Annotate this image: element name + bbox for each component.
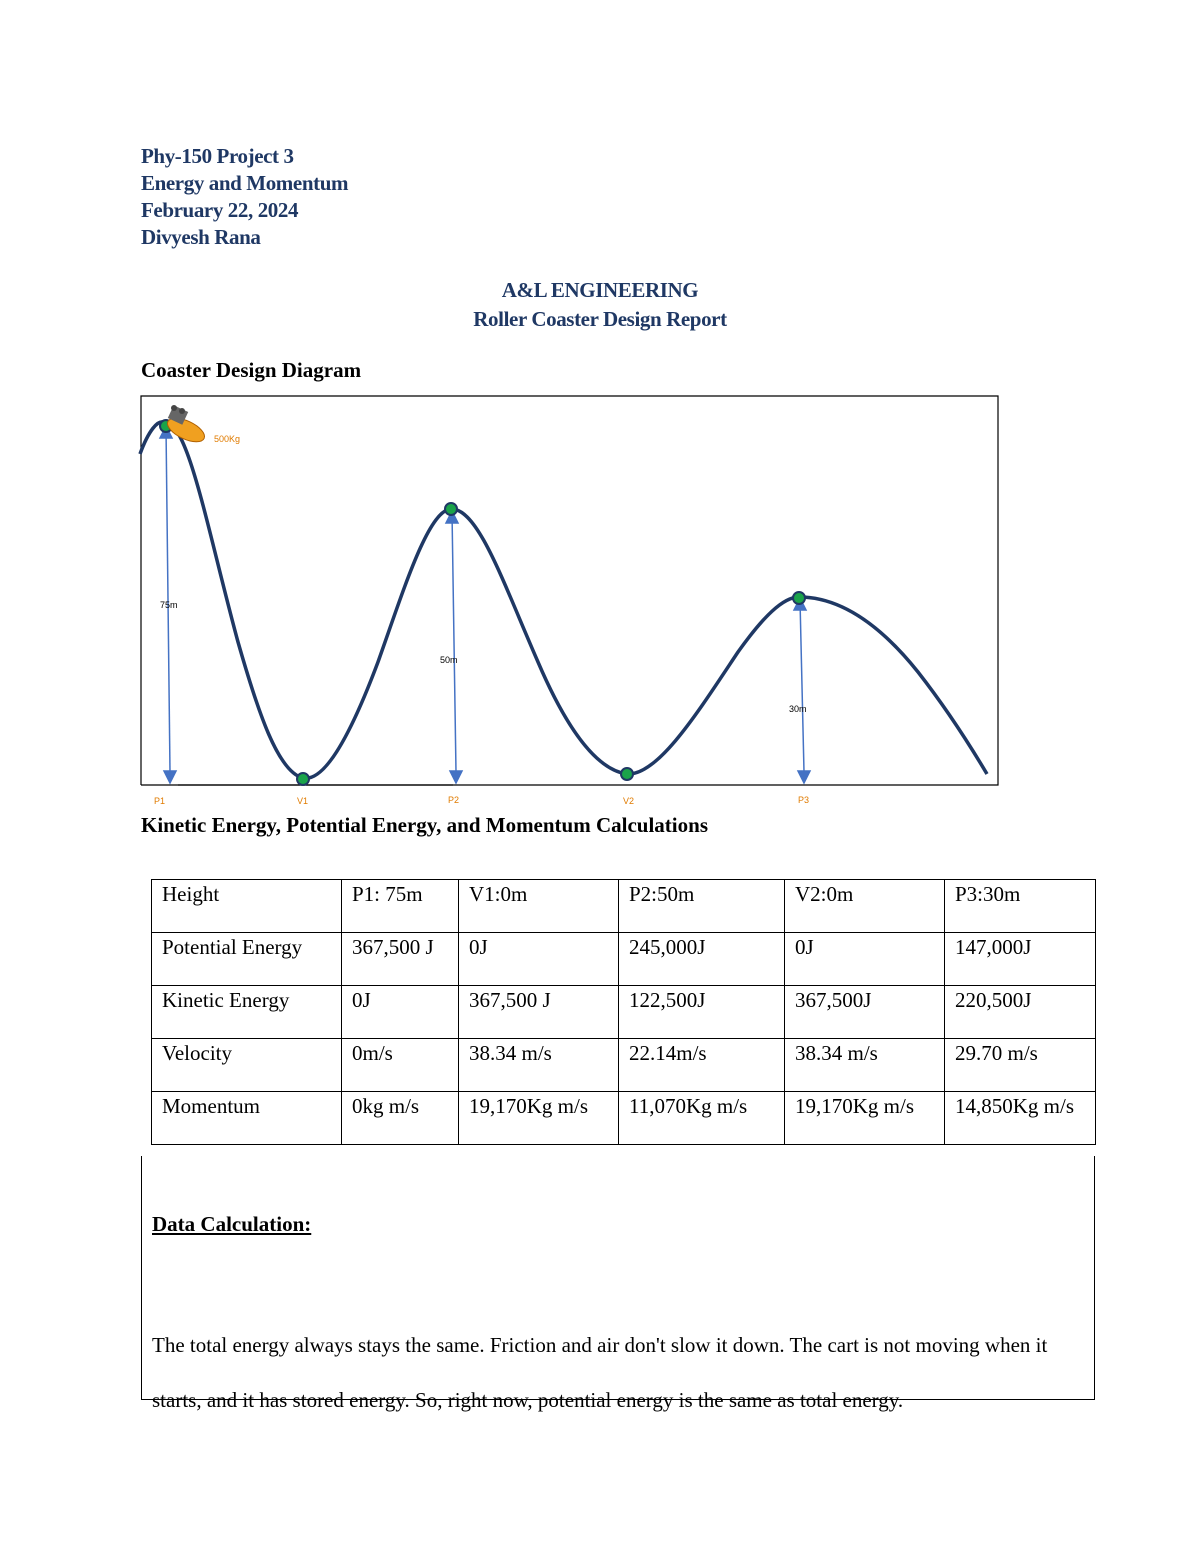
table-cell: V1:0m: [459, 880, 619, 933]
table-row-label: Momentum: [152, 1092, 342, 1145]
point-label-p3: P3: [798, 795, 810, 805]
company-name: A&L ENGINEERING: [501, 278, 699, 302]
point-label-p1: P1: [154, 796, 166, 806]
mass-label: 500Kg: [214, 434, 241, 444]
height-arrow-p2: [446, 511, 462, 783]
node-p3: [793, 592, 805, 604]
document-header: [141, 143, 348, 251]
author-name: Divyesh Rana: [141, 225, 261, 249]
data-calculation-text: The total energy always stays the same. Friction and air don't slow it down. The cart is not moving when it starts, and it has stored energy. So, right now, potential energy is the same as total energy.: [152, 1333, 1048, 1412]
table-row: [152, 1092, 1096, 1145]
point-label-v1: V1: [297, 796, 309, 806]
report-title-block: [0, 276, 1200, 334]
height-arrow-p3: [794, 598, 810, 783]
table-cell: 245,000J: [619, 933, 785, 986]
table-cell: P2:50m: [619, 880, 785, 933]
table-row-label: Potential Energy: [152, 933, 342, 986]
table-cell: 29.70 m/s: [945, 1039, 1096, 1092]
table-row-label: Height: [152, 880, 342, 933]
node-v2: [621, 768, 633, 780]
table-cell: 14,850Kg m/s: [945, 1092, 1096, 1145]
table-row: [152, 1039, 1096, 1092]
report-title: Roller Coaster Design Report: [473, 307, 727, 331]
table-cell: 367,500 J: [459, 986, 619, 1039]
table-cell: 19,170Kg m/s: [459, 1092, 619, 1145]
point-label-v2: V2: [623, 796, 635, 806]
table-cell: 19,170Kg m/s: [785, 1092, 945, 1145]
table-cell: 0J: [459, 933, 619, 986]
project-topic: Energy and Momentum: [141, 171, 349, 195]
table-cell: P3:30m: [945, 880, 1096, 933]
coaster-cart-icon: [164, 405, 208, 447]
table-row-label: Velocity: [152, 1039, 342, 1092]
table-cell: V2:0m: [785, 880, 945, 933]
table-cell: 220,500J: [945, 986, 1096, 1039]
table-cell: 38.34 m/s: [785, 1039, 945, 1092]
data-calculation-heading: Data Calculation:: [152, 1212, 312, 1236]
table-cell: 11,070Kg m/s: [619, 1092, 785, 1145]
coaster-track: [140, 422, 987, 778]
height-label-p1: 75m: [160, 600, 178, 610]
table-cell: 367,500 J: [342, 933, 459, 986]
table-row: [152, 880, 1096, 933]
table-cell: 122,500J: [619, 986, 785, 1039]
table-cell: 38.34 m/s: [459, 1039, 619, 1092]
height-label-p2: 50m: [440, 655, 458, 665]
table-cell: 22.14m/s: [619, 1039, 785, 1092]
energy-table: [151, 879, 1096, 1145]
table-cell: 147,000J: [945, 933, 1096, 986]
diagram-heading: Coaster Design Diagram: [141, 358, 362, 382]
table-row-label: Kinetic Energy: [152, 986, 342, 1039]
table-cell: 367,500J: [785, 986, 945, 1039]
table-row: [152, 986, 1096, 1039]
table-cell: P1: 75m: [342, 880, 459, 933]
data-calculation-section: [141, 1156, 1095, 1412]
point-label-p2: P2: [448, 795, 460, 805]
table-heading: Kinetic Energy, Potential Energy, and Momentum Calculations: [141, 813, 708, 837]
table-cell: 0J: [342, 986, 459, 1039]
course-title: Phy-150 Project 3: [141, 144, 294, 168]
coaster-diagram: [138, 392, 1000, 812]
node-v1: [297, 773, 309, 785]
table-cell: 0J: [785, 933, 945, 986]
height-label-p3: 30m: [789, 704, 807, 714]
table-row: [152, 933, 1096, 986]
table-cell: 0m/s: [342, 1039, 459, 1092]
node-p2: [445, 503, 457, 515]
report-date: February 22, 2024: [141, 198, 299, 222]
table-cell: 0kg m/s: [342, 1092, 459, 1145]
